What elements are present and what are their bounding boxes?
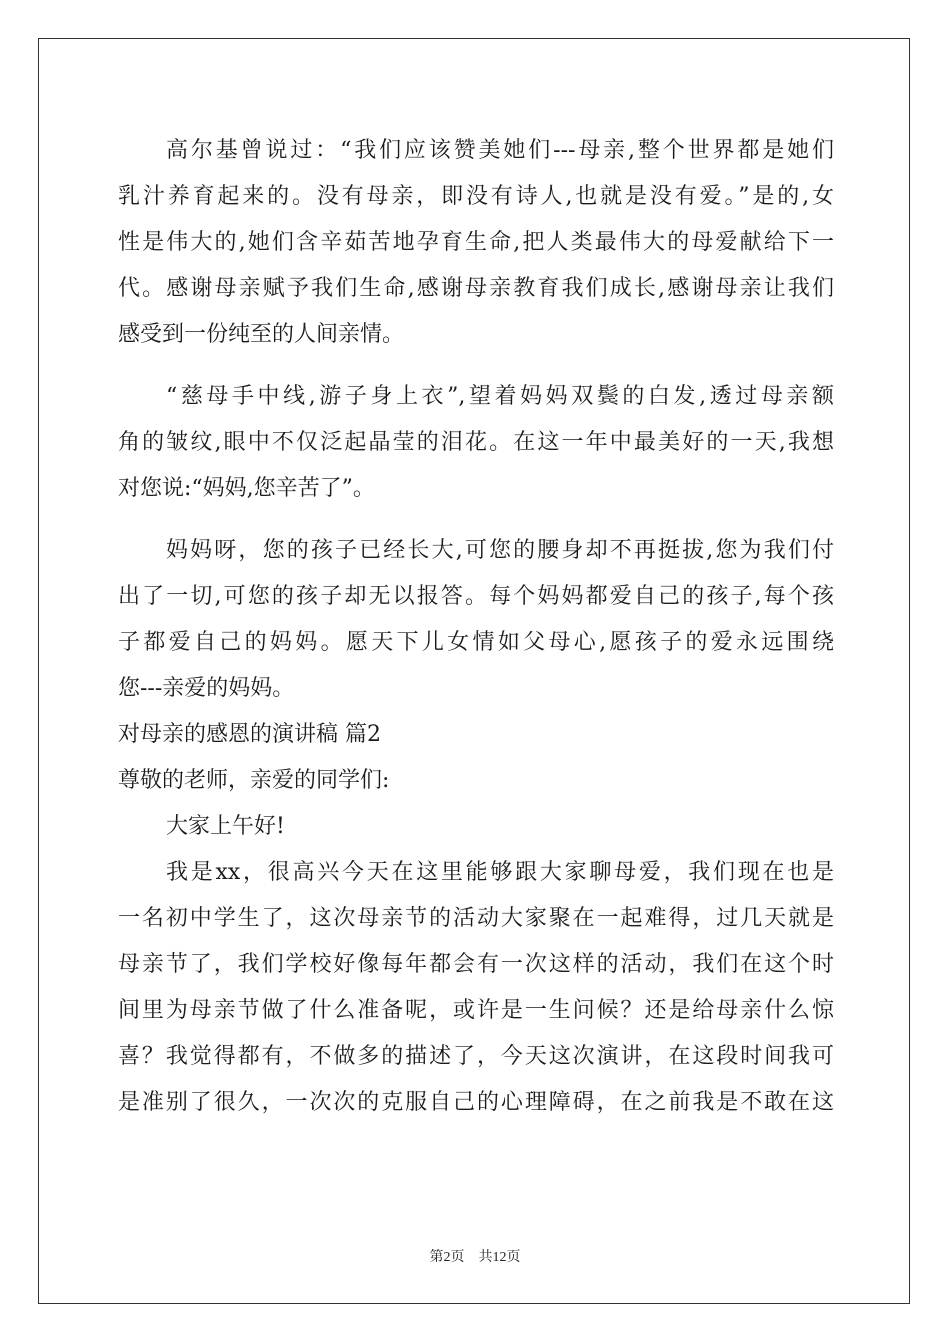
text-line: 角的皱纹,眼中不仅泛起晶莹的泪花。在这一年中最美好的一天,我想 <box>118 430 834 455</box>
text-line: 是准别了很久，一次次的克服自己的心理障碍，在之前我是不敢在这 <box>118 1090 834 1115</box>
text-line: 乳汁养育起来的。没有母亲，即没有诗人,也就是没有爱。”是的,女 <box>118 184 834 209</box>
text-line: 妈妈呀，您的孩子已经长大,可您的腰身却不再挺拔,您为我们付 <box>166 538 834 563</box>
text-line: “慈母手中线,游子身上衣”,望着妈妈双鬓的白发,透过母亲额 <box>166 384 834 409</box>
text-line: 一名初中学生了，这次母亲节的活动大家聚在一起难得，过几天就是 <box>118 906 834 931</box>
text-line: 出了一切,可您的孩子却无以报答。每个妈妈都爱自己的孩子,每个孩 <box>118 584 834 609</box>
greeting: 大家上午好! <box>166 814 285 839</box>
text-line: 对您说:“妈妈,您辛苦了”。 <box>118 476 375 501</box>
text-line: 感受到一份纯至的人间亲情。 <box>118 322 405 347</box>
paragraph-cimu-poem <box>118 374 834 512</box>
text-line: 母亲节了，我们学校好像每年都会有一次这样的活动，我们在这个时 <box>118 952 834 977</box>
text-line: 喜？我觉得都有，不做多的描述了，今天这次演讲，在这段时间我可 <box>118 1044 834 1069</box>
paragraph-mama <box>118 528 834 712</box>
text-line: 代。感谢母亲赋予我们生命,感谢母亲教育我们成长,感谢母亲让我们 <box>118 276 834 301</box>
salutation: 尊敬的老师，亲爱的同学们: <box>118 768 390 793</box>
page-footer: 第2页 共12页 <box>429 1250 521 1265</box>
text-line: 间里为母亲节做了什么准备呢，或许是一生问候？还是给母亲什么惊 <box>118 998 834 1023</box>
text-line: 高尔基曾说过：“我们应该赞美她们---母亲,整个世界都是她们 <box>166 138 834 163</box>
paragraph-gorky-quote <box>118 128 834 358</box>
section-heading: 对母亲的感恩的演讲稿 篇2 <box>118 722 381 747</box>
text-line: 我是xx，很高兴今天在这里能够跟大家聊母爱，我们现在也是 <box>166 860 834 885</box>
paragraph-speech-body <box>118 850 834 1126</box>
document-body <box>118 128 834 1126</box>
text-line: 子都爱自己的妈妈。愿天下儿女情如父母心,愿孩子的爱永远围绕 <box>118 630 834 655</box>
text-line: 您---亲爱的妈妈。 <box>118 676 295 701</box>
text-line: 性是伟大的,她们含辛茹苦地孕育生命,把人类最伟大的母爱献给下一 <box>118 230 834 255</box>
